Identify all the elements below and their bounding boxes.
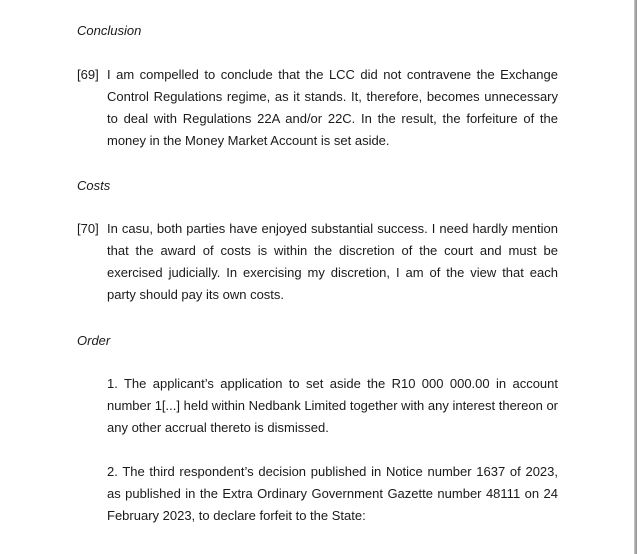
paragraph-number-69: [69] [77,67,99,82]
conclusion-heading: Conclusion [77,23,142,38]
paragraph-number-70: [70] [77,221,99,236]
order-item-2: 2. The third respondent’s decision published in Notice number 1637 of 2023, as published in the Extra Ordinary Government Gazette number 48111 on 24 February 2023, to declare forfeit to the State: [107,464,558,523]
paragraph-69-text: I am compelled to conclude that the LCC did not contravene the Exchange Control Regulations regime, as it stands. It, therefore, becomes unnecessary to deal with Regulations 22A and/or 22C. In the result, the forfeiture of the money in the Money Market Account is set aside. [107,67,558,148]
order-item-1: 1. The applicant’s application to set aside the R10 000 000.00 in account number 1[...] held within Nedbank Limited together with any interest thereon or any other accrual thereto is dismissed. [107,376,558,435]
paragraph-70-text: In casu, both parties have enjoyed substantial success. I need hardly mention that the award of costs is within the discretion of the court and must be exercised judicially. In exercising my discretion, I am of the view that each party should pay its own costs. [107,221,558,302]
order-heading: Order [77,333,111,348]
costs-heading: Costs [77,178,111,193]
